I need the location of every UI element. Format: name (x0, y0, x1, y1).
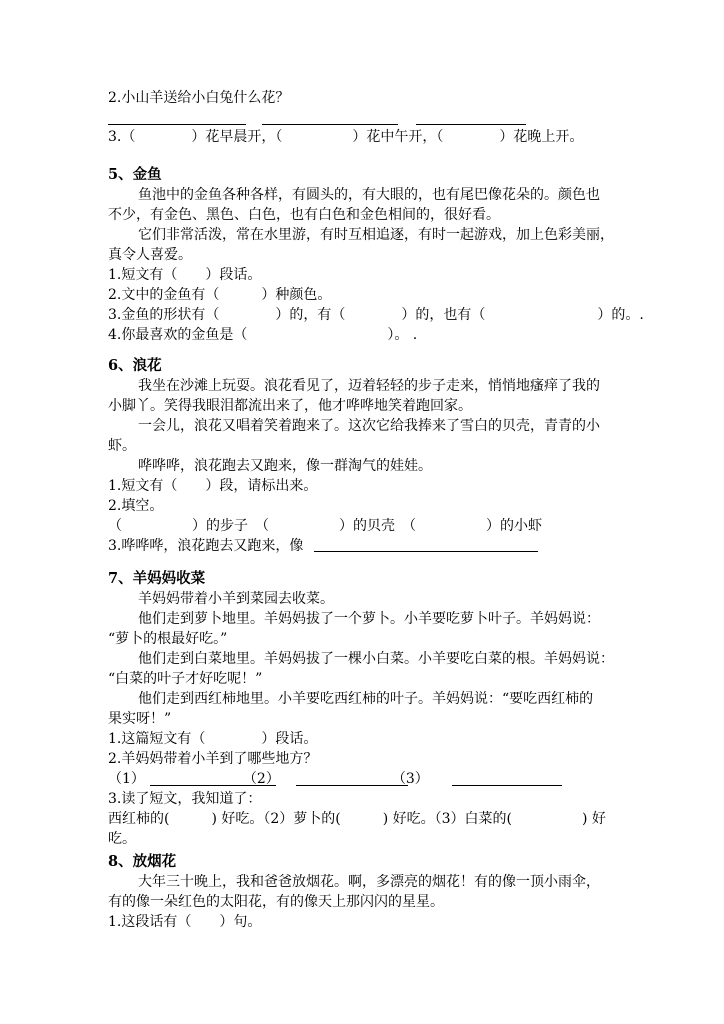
answer-line-1[interactable] (108, 124, 246, 125)
paragraph-line: 不少，有金色、黑色、白色，也有白色和金色相间的，很好看。 (108, 207, 500, 223)
paragraph-line: 果实呀！” (108, 711, 172, 727)
paragraph-line: 他们走到白菜地里。羊妈妈拔了一棵小白菜。小羊要吃白菜的根。羊妈妈说： (138, 651, 614, 667)
answer-line-place-1[interactable] (150, 785, 276, 786)
paragraph-line: 羊妈妈带着小羊到菜园去收菜。 (138, 591, 334, 607)
question-line: 2.羊妈妈带着小羊到了哪些地方？ (108, 751, 318, 767)
paragraph-line: 虾。 (108, 438, 136, 454)
paragraph-line: 鱼池中的金鱼各种各样，有圆头的，有大眼的，也有尾巴像花朵的。颜色也 (138, 187, 600, 203)
question-line: 3.哗哗哗，浪花跑去又跑来，像 (108, 538, 304, 554)
answer-line-place-3[interactable] (452, 785, 562, 786)
paragraph-line: 哗哗哗，浪花跑去又跑来，像一群淘气的娃娃。 (138, 458, 432, 474)
paragraph-line: 小脚丫。笑得我眼泪都流出来了，他才哗哗地笑着跑回家。 (108, 398, 472, 414)
question-line: 1.短文有（ ）段，请标出来。 (108, 478, 318, 494)
question-line: （ ）的步子 （ ）的贝壳 （ ）的小虾 (108, 518, 542, 534)
question-line: 1.短文有（ ）段话。 (108, 267, 262, 283)
question-line: 吃。 (108, 831, 136, 847)
paragraph-line: “白菜的叶子才好吃呢！” (108, 671, 263, 687)
section-title-sheep-mother: 7、羊妈妈收菜 (108, 570, 206, 587)
paragraph-line: 他们走到萝卜地里。羊妈妈拔了一个萝卜。小羊要吃萝卜叶子。羊妈妈说： (138, 611, 600, 627)
paragraph-line: 它们非常活泼，常在水里游，有时互相追逐，有时一起游戏，加上色彩美丽， (138, 227, 614, 243)
answer-line-3[interactable] (416, 124, 526, 125)
question-line: （1） （2） （3） (108, 771, 429, 787)
paragraph-line: 他们走到西红柿地里。小羊要吃西红柿的叶子。羊妈妈说：“要吃西红柿的 (138, 691, 594, 707)
paragraph-line: 大年三十晚上，我和爸爸放烟花。啊，多漂亮的烟花！有的像一顶小雨伞， (138, 874, 600, 890)
question-line: 2.文中的金鱼有（ ）种颜色。 (108, 287, 332, 303)
question-line: 3.读了短文，我知道了： (108, 791, 262, 807)
section-title-waves: 6、浪花 (108, 357, 162, 374)
question-2-small-sheep: 2.小山羊送给小白兔什么花？ (108, 90, 290, 106)
question-line: 西红柿的( ) 好吃。（2）萝卜的( ) 好吃。（3）白菜的( ) 好 (108, 811, 606, 827)
answer-line-place-2[interactable] (296, 785, 408, 786)
question-line: 3.金鱼的形状有（ ）的，有（ ）的，也有（ ）的。. (108, 307, 644, 323)
paragraph-line: “萝卜的根最好吃。” (108, 631, 228, 647)
paragraph-line: 有的像一朵红色的太阳花，有的像天上那闪闪的星星。 (108, 894, 444, 910)
paragraph-line: 一会儿，浪花又唱着笑着跑来了。这次它给我捧来了雪白的贝壳，青青的小 (138, 418, 600, 434)
section-title-goldfish: 5、金鱼 (108, 166, 162, 183)
question-line: 4.你最喜欢的金鱼是（ ）。 . (108, 327, 418, 343)
section-title-fireworks: 8、放烟花 (108, 853, 177, 870)
question-3-flowers: 3.（ ）花早晨开，（ ）花中午开，（ ）花晚上开。 (108, 129, 584, 145)
question-line: 2.填空。 (108, 498, 164, 514)
question-line: 1.这段话有（ ）句。 (108, 914, 262, 930)
paragraph-line: 真令人喜爱。 (108, 247, 192, 263)
question-line: 1.这篇短文有（ ）段话。 (108, 731, 318, 747)
answer-line-2[interactable] (262, 124, 398, 125)
paragraph-line: 我坐在沙滩上玩耍。浪花看见了，迈着轻轻的步子走来，悄悄地瘙痒了我的 (138, 378, 600, 394)
answer-line-waves[interactable] (314, 551, 538, 552)
